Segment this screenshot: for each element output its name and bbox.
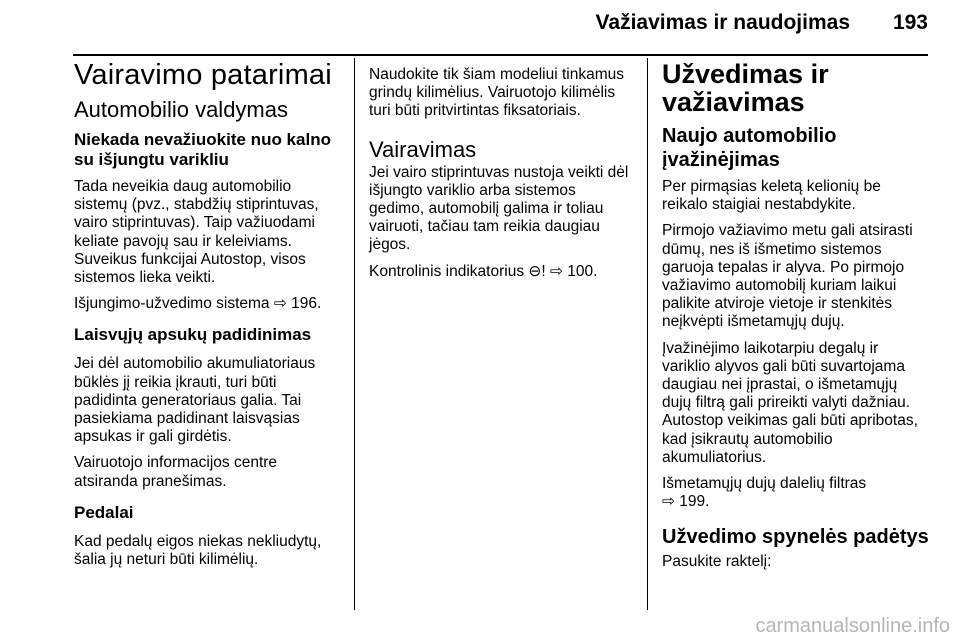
column-divider-1 xyxy=(354,58,355,610)
paragraph: Jei dėl automobilio akumuliatoriaus būklės jį reikia įkrauti, turi būti padidinta generatoriaus galia. Tai pasiekiama padidinant laisvąsias apsukas ir gali girdėtis. xyxy=(74,355,316,446)
heading-downhill: Niekada nevažiuokite nuo kalno su išjungtu varikliu xyxy=(74,130,331,169)
cross-reference: Kontrolinis indikatorius ⊖! ⇨ 100. xyxy=(369,262,598,280)
paragraph: Kad pedalų eigos niekas nekliudytų, šalia jų neturi būti kilimėlių. xyxy=(74,532,322,569)
column-1 xyxy=(74,60,346,569)
page-number: 193 xyxy=(892,11,928,34)
column-divider-2 xyxy=(647,58,648,610)
paragraph: Naudokite tik šiam modeliui tinkamus grindų kilimėlius. Vairuotojo kilimėlis turi būti pritvirtintas fiksatoriais. xyxy=(369,66,624,120)
cross-reference: Išjungimo-užvedimo sistema ⇨ 196. xyxy=(74,295,322,313)
subsection-title: Naujo automobilio įvažinėjimas xyxy=(662,125,837,171)
heading-idle-speed: Laisvųjų apsukų padidinimas xyxy=(74,325,312,345)
heading-pedals: Pedalai xyxy=(74,502,134,522)
column-2 xyxy=(369,66,637,289)
paragraph: Per pirmąsias keletą kelionių be reikalo staigiai nestabdykite. xyxy=(662,178,881,214)
section-title: Vairavimo patarimai xyxy=(74,59,332,91)
header-divider xyxy=(73,54,928,56)
paragraph: Pirmojo važiavimo metu gali atsirasti dūmų, nes iš išmetimo sistemos garuoja tepalas ir alyva. Po pirmojo važiavimo automobilį kuriam laikui palikite atviroje vietoje ir stenkitės neįkvėpti išmetamųjų dujų. xyxy=(662,222,913,331)
paragraph: Jei vairo stiprintuvas nustoja veikti dėl išjungto variklio arba sistemos gedimo, automobilį galima ir toliau vairuoti, tačiau tam reikia daugiau jėgos. xyxy=(369,163,629,254)
paragraph: Vairuotojo informacijos centre atsiranda pranešimas. xyxy=(74,454,278,490)
watermark: carmanualsonline.info xyxy=(755,615,950,637)
cross-reference: Išmetamųjų dujų dalelių filtras ⇨ 199. xyxy=(662,475,867,511)
column-3 xyxy=(662,60,930,572)
subsection-title: Automobilio valdymas xyxy=(74,97,288,122)
section-title: Užvedimas ir važiavimas xyxy=(662,59,829,117)
paragraph: Įvažinėjimo laikotarpiu degalų ir variklio alyvos gali būti suvartojama daugiau nei įprastai, o išmetamųjų dujų filtrą gali prireikti valyti dažniau. Autostop veikimas gali būti apribotas, kad įsikrautų automobilio akumuliatorius. xyxy=(662,339,918,466)
heading-steering: Vairavimas xyxy=(369,136,477,162)
paragraph: Pasukite raktelį: xyxy=(662,553,772,571)
heading-ignition-positions: Užvedimo spynelės padėtys xyxy=(662,526,929,549)
paragraph: Tada neveikia daug automobilio sistemų (pvz., stabdžių stiprintuvas, vairo stiprintuvas). Taip važiuodami keliate pavojų sau ir keleiviams. Suveikus funkcijai Autostop, visos sistemos lieka veikti. xyxy=(74,178,319,287)
running-header: Važiavimas ir naudojimas xyxy=(595,11,850,34)
